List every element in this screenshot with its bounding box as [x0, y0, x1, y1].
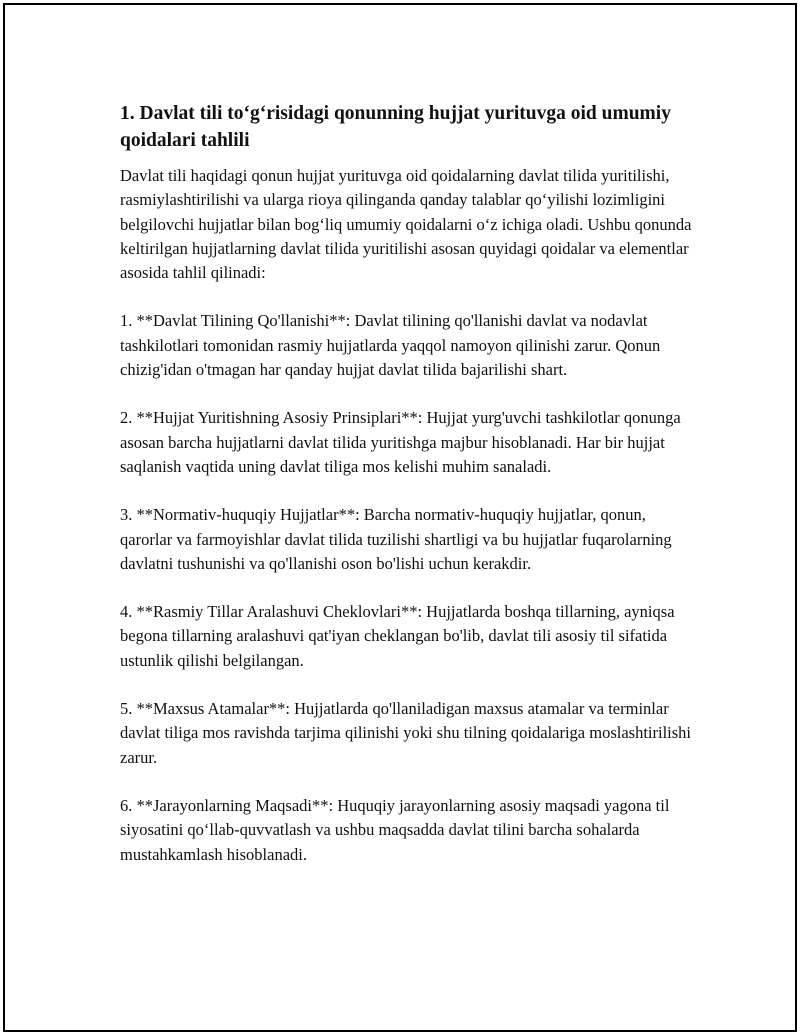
page-frame — [3, 3, 797, 1032]
list-item-6: 6. **Jarayonlarning Maqsadi**: Huquqiy jarayonlarning asosiy maqsadi yagona til siyosatini qo‘llab-quvvatlash va ushbu maqsadda davlat tilini barcha sohalarda mustahkamlash hisoblanadi. — [120, 795, 670, 864]
list-item-4: 4. **Rasmiy Tillar Aralashuvi Cheklovlari**: Hujjatlarda boshqa tillarning, ayniqsa begona tillarning aralashuvi qat'iyan cheklangan bo'lib, davlat tili asosiy til sifatida ustunlik qilishi belgilangan. — [120, 602, 675, 670]
intro-paragraph: Davlat tili haqidagi qonun hujjat yurituvga oid qoidalarning davlat tilida yuritilishi, rasmiylashtirilishi va ularga rioya qilinganda qanday talablar qo‘yilishi lozimligini belgilovchi hujjatlar bilan bog‘liq umumiy qoidalarni o‘z ichiga oladi. Ushbu qonunda keltirilgan hujjatlarning davlat tilida yuritilishi asosan quyidagi qoidalar va elementlar asosida tahlil qilinadi: — [120, 166, 692, 283]
list-item-2: 2. **Hujjat Yuritishning Asosiy Prinsiplari**: Hujjat yurg'uvchi tashkilotlar qonunga asosan barcha hujjatlarni davlat tilida yuritishga majbur hisoblanadi. Har bir hujjat saqlanish vaqtida uning davlat tiliga mos kelishi muhim sanaladi. — [120, 408, 681, 476]
section-heading: 1. Davlat tili to‘g‘risidagi qonunning hujjat yurituvga oid umumiy qoidalari tahlili — [120, 103, 671, 151]
document-body — [120, 100, 695, 891]
list-item-5: 5. **Maxsus Atamalar**: Hujjatlarda qo'llaniladigan maxsus atamalar va terminlar davlat tiliga mos ravishda tarjima qilinishi yoki shu tilning qoidalariga moslashtirilishi zarur. — [120, 699, 692, 767]
list-item-3: 3. **Normativ-huquqiy Hujjatlar**: Barcha normativ-huquqiy hujjatlar, qonun, qarorlar va farmoyishlar davlat tilida tuzilishi shartligi va bu hujjatlar fuqarolarning davlatni tushunishi va qo'llanishi oson bo'lishi uchun kerakdir. — [120, 505, 672, 573]
list-item-1: 1. **Davlat Tilining Qo'llanishi**: Davlat tilining qo'llanishi davlat va nodavlat tashkilotlari tomonidan rasmiy hujjatlarda yaqqol namoyon qilinishi zarur. Qonun chizig'idan o'tmagan har qanday hujjat davlat tilida bajarilishi shart. — [120, 311, 661, 380]
